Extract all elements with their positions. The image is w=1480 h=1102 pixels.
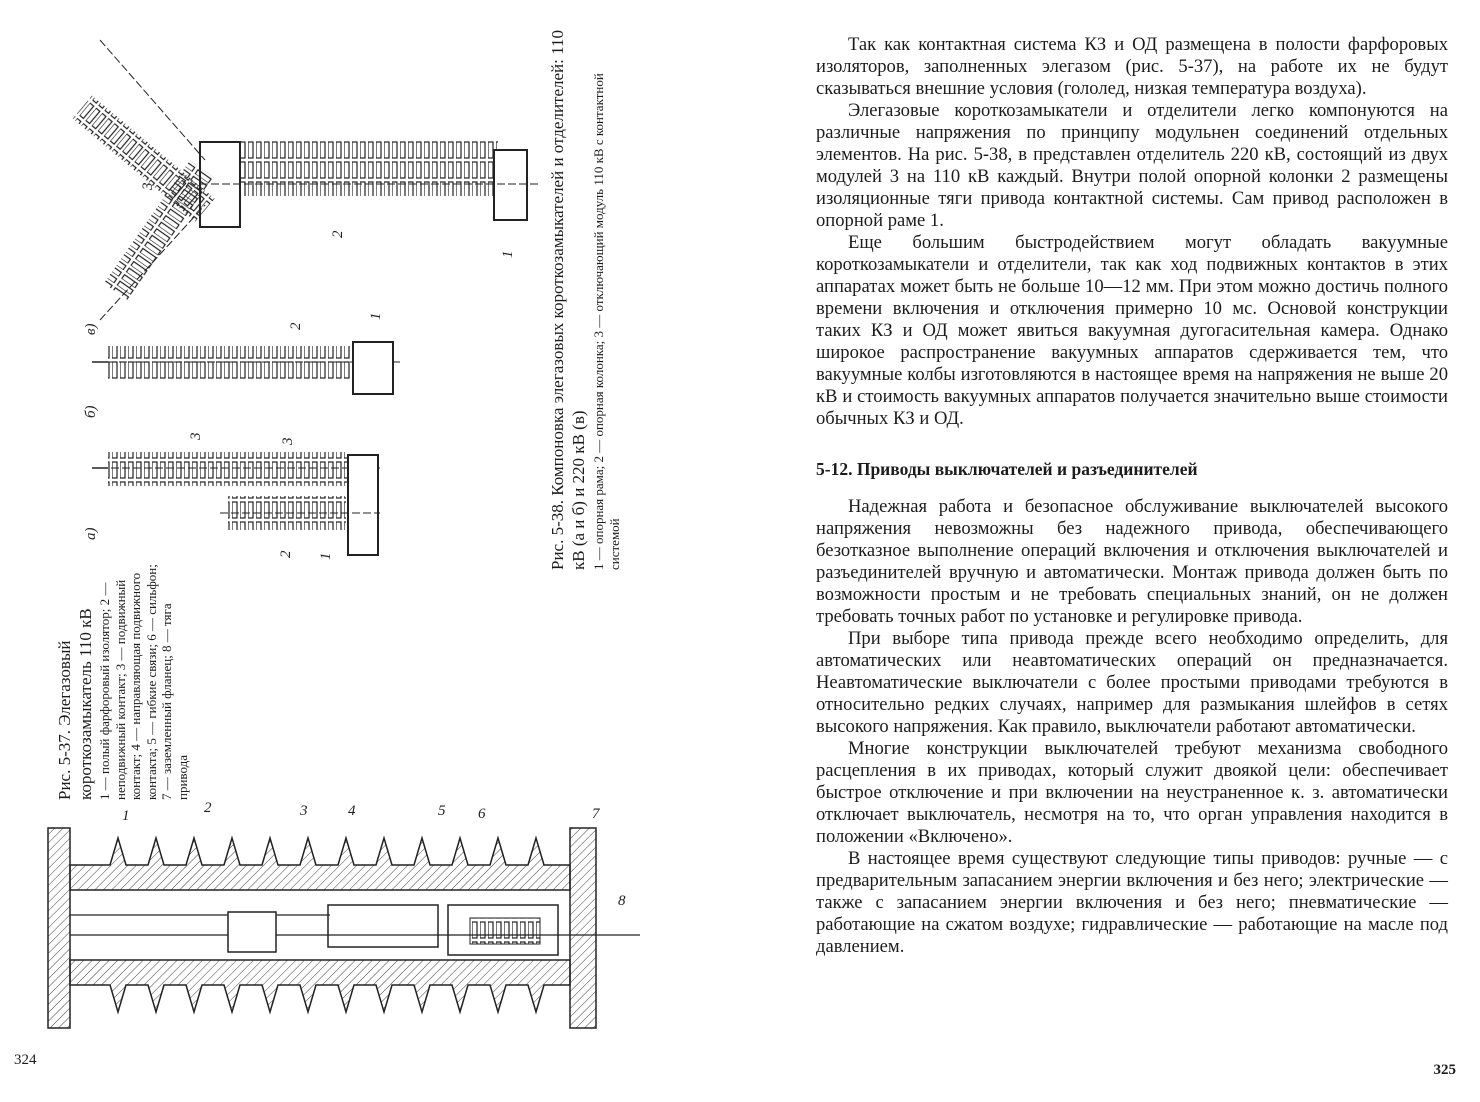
svg-text:7: 7 (592, 806, 600, 822)
right-page (740, 0, 1480, 1102)
paragraph: В настоящее время существуют следующие типы приводов: ручные — с предварительным запасанием энергии включения и без него; электрические — также с запасанием энергии включения и без него; пневматические — работающие на сжатом воздухе; гидравлические — работающие на масле под давлением. (816, 848, 1448, 957)
svg-text:3: 3 (140, 182, 156, 190)
panel-label-b: б) (83, 405, 99, 418)
section-heading: 5-12. Приводы выключателей и разъединителей (816, 459, 1198, 479)
panel-label-a: а) (83, 527, 99, 540)
svg-text:1: 1 (122, 808, 130, 824)
svg-text:4: 4 (348, 803, 356, 819)
paragraph: Надежная работа и безопасное обслуживание выключателей высокого напряжения невозможны без надежного привода, обеспечивающего безотказное выполнение операций включения и отключения выключателей и разъединителей вручную и автоматически. Монтаж привода должен быть по возможности простым и не требовать специальных знаний, он не должен требовать точных работ по установке и регулировке привода. (816, 496, 1448, 627)
svg-text:2: 2 (204, 800, 212, 816)
svg-text:1: 1 (368, 312, 384, 320)
svg-text:5: 5 (438, 803, 446, 819)
fig-5-38-title: Рис. 5-38. Компоновка элегазовых короткозамыкателей и отделителей: 110 кВ (а и б) и 220 кВ (в) (548, 30, 588, 570)
paragraph: При выборе типа привода прежде всего необходимо определить, для автоматических или неавтоматических операций он предназначается. Неавтоматические выключатели с более простыми приводами требуются в относительно редких случаях, например для размыкания шлейфов в сетях высокого напряжения. Как правило, выключатели работают автоматически. (816, 628, 1448, 737)
svg-text:1: 1 (500, 250, 516, 258)
paragraph: Многие конструкции выключателей требуют механизма свободного расцепления в их приводах, который служит двоякой цели: обеспечивает быстрое отключение и при включении на неустраненное к. з. автоматически отключает выключатель, несмотря на то, что орган управления находится в положении «Включено». (816, 738, 1448, 847)
svg-text:8: 8 (618, 893, 626, 909)
fig-5-37-legend: 1 — полый фарфоровый изолятор; 2 — неподвижный контакт; 3 — подвижный контакт; 4 — направляющая подвижного контакта; 5 — гибкие связи; 6 — сильфон; 7 — заземленный фланец; 8 — тяга привода (97, 564, 190, 800)
paragraph: Еще большим быстродействием могут обладать вакуумные короткозамыкатели и отделители, так как ход подвижных контактов в этих аппаратах может быть не больше 10—12 мм. При этом можно достичь полного времени включения и отключения примерно 10 мс. Основой конструкции таких КЗ и ОД может явиться вакуумная дугогасительная камера. Однако широкое распространение вакуумных аппаратов сдерживается тем, что вакуумные колбы изготовляются в настоящее время на напряжения не выше 20 кВ и стоимость вакуумных аппаратов получается значительно выше стоимости обычных КЗ и ОД. (816, 232, 1448, 429)
body-text (816, 34, 1448, 958)
panel-label-v: в) (83, 323, 99, 335)
page-number-right: 325 (1433, 1062, 1456, 1078)
paragraph: Элегазовые короткозамыкатели и отделители легко компонуются на различные напряжения по принципу модульнен соединений отдельных элементов. На рис. 5-38, в представлен отделитель 220 кВ, состоящий из двух модулей 3 на 110 кВ каждый. Внутри полой опорной колонки 2 размещены изоляционные тяги привода контактной системы. Сам привод расположен в опорной раме 1. (816, 100, 1448, 231)
svg-text:1: 1 (318, 552, 334, 560)
svg-text:2: 2 (288, 322, 304, 330)
svg-text:3: 3 (280, 437, 296, 445)
svg-text:3: 3 (188, 432, 204, 440)
page-number-left: 324 (14, 1052, 37, 1068)
svg-text:2: 2 (330, 230, 346, 238)
fig-5-37-title: Рис. 5-37. Элегазовый короткозамыкатель 110 кВ (55, 608, 95, 800)
fig-5-38-legend: 1 — опорная рама; 2 — опорная колонка; 3 — отключающий модуль 110 кВ с контактной системой (591, 73, 622, 570)
svg-text:2: 2 (278, 550, 294, 558)
paragraph: Так как контактная система КЗ и ОД размещена в полости фарфоровых изоляторов, заполненных элегазом (рис. 5-37), на работе их не будут сказываться внешние условия (гололед, низкая температура воздуха). (816, 34, 1448, 99)
svg-text:6: 6 (478, 806, 486, 822)
svg-text:3: 3 (300, 803, 308, 819)
